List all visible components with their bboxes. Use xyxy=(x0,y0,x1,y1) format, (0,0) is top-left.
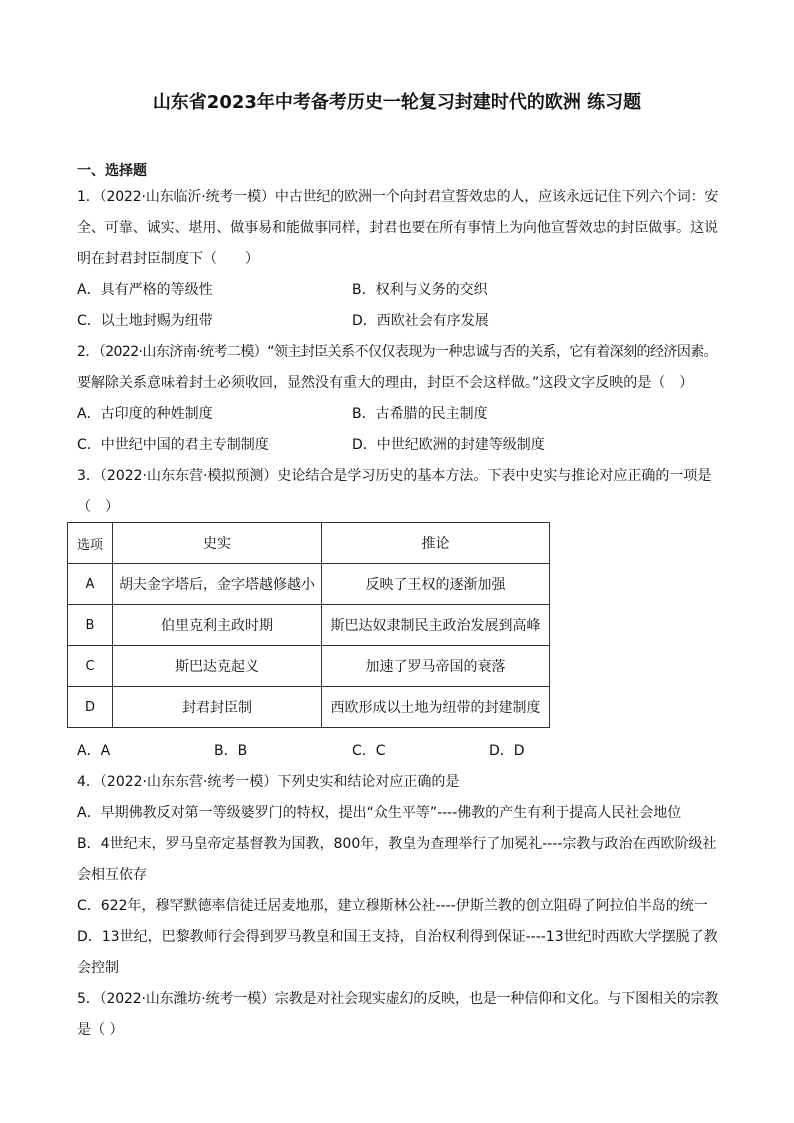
q1-line: 全、可靠、诚实、堪用、做事易和能做事同样，封君也要在所有事情上为向他宣誓效忠的封臣做事。这说 xyxy=(77,220,718,236)
table-cell-option: A xyxy=(68,564,113,605)
table-cell-fact: 斯巴达克起义 xyxy=(113,646,322,687)
q2-line: 要解除关系意味着封土必须收回，显然没有重大的理由，封臣不会这样做。”这段文字反映的是（ ） xyxy=(77,375,694,391)
q3-option-d: D．D xyxy=(489,743,525,759)
q3-line: 3．（2022·山东东营·模拟预测）史论结合是学习历史的基本方法。下表中史实与推论对应正确的一项是 xyxy=(77,468,712,484)
table-header-row xyxy=(68,523,550,564)
q4-option-c: C．622年，穆罕默德率信徒迁居麦地那，建立穆斯林公社----伊斯兰教的创立阻碍了阿拉伯半岛的统一 xyxy=(77,898,708,914)
q1-option-c: C．以土地封赐为纽带 xyxy=(77,313,213,329)
q1-option-b: B．权利与义务的交织 xyxy=(352,282,488,298)
q2-option-b: B．古希腊的民主制度 xyxy=(352,406,488,422)
q3-table xyxy=(67,522,550,728)
table-cell-inference: 西欧形成以土地为纽带的封建制度 xyxy=(322,687,550,728)
q5-line: 是（ ） xyxy=(77,1022,124,1038)
q4-option-b: B．4世纪末，罗马皇帝定基督教为国教，800年，教皇为查理举行了加冕礼----宗教与政治在西欧阶级社 xyxy=(77,836,717,852)
q2-option-c: C．中世纪中国的君主专制制度 xyxy=(77,437,269,453)
section-heading: 一、选择题 xyxy=(77,163,147,179)
table-header-cell: 史实 xyxy=(113,523,322,564)
q2-option-d: D．中世纪欧洲的封建等级制度 xyxy=(352,437,545,453)
table-cell-option: D xyxy=(68,687,113,728)
q4-option-a: A．早期佛教反对第一等级婆罗门的特权，提出“众生平等”----佛教的产生有利于提高人民社会地位 xyxy=(77,805,682,821)
table-cell-inference: 斯巴达奴隶制民主政治发展到高峰 xyxy=(322,605,550,646)
q1-option-d: D．西欧社会有序发展 xyxy=(352,313,489,329)
q2-option-a: A．古印度的种姓制度 xyxy=(77,406,213,422)
table-cell-fact: 伯里克利主政时期 xyxy=(113,605,322,646)
q1-line: 1．（2022·山东临沂·统考一模）中古世纪的欧洲一个向封君宣誓效忠的人，应该永远记住下列六个词：安 xyxy=(77,189,719,205)
q4-option-d: D．13世纪，巴黎教师行会得到罗马教皇和国王支持，自治权利得到保证----13世纪时西欧大学摆脱了教 xyxy=(77,929,718,945)
q3-option-a: A．A xyxy=(77,743,111,759)
table-cell-inference: 反映了王权的逐渐加强 xyxy=(322,564,550,605)
table-cell-fact: 封君封臣制 xyxy=(113,687,322,728)
q4-option-b-cont: 会相互依存 xyxy=(77,867,147,883)
table-row xyxy=(68,605,550,646)
q3-line: （ ） xyxy=(77,499,119,515)
q3-option-b: B．B xyxy=(214,743,248,759)
table-cell-option: C xyxy=(68,646,113,687)
table-header-cell: 选项 xyxy=(68,523,113,564)
table-header-cell: 推论 xyxy=(322,523,550,564)
table-row xyxy=(68,646,550,687)
table-cell-option: B xyxy=(68,605,113,646)
q1-line: 明在封君封臣制度下（ ） xyxy=(77,251,259,267)
table-cell-inference: 加速了罗马帝国的衰落 xyxy=(322,646,550,687)
q2-line: 2．（2022·山东济南·统考二模）“领主封臣关系不仅仅表现为一种忠诚与否的关系，它有着深刻的经济因素。 xyxy=(77,344,718,360)
table-row xyxy=(68,687,550,728)
q4-line: 4．（2022·山东东营·统考一模）下列史实和结论对应正确的是 xyxy=(77,774,460,790)
page-title: 山东省2023年中考备考历史一轮复习封建时代的欧洲 练习题 xyxy=(152,92,642,113)
q5-line: 5．（2022·山东潍坊·统考一模）宗教是对社会现实虚幻的反映，也是一种信仰和文化。与下图相关的宗教 xyxy=(77,991,719,1007)
table-cell-fact: 胡夫金字塔后，金字塔越修越小 xyxy=(113,564,322,605)
q4-option-d-cont: 会控制 xyxy=(77,960,119,976)
table-row xyxy=(68,564,550,605)
q1-option-a: A．具有严格的等级性 xyxy=(77,282,213,298)
q3-option-c: C．C xyxy=(352,743,386,759)
